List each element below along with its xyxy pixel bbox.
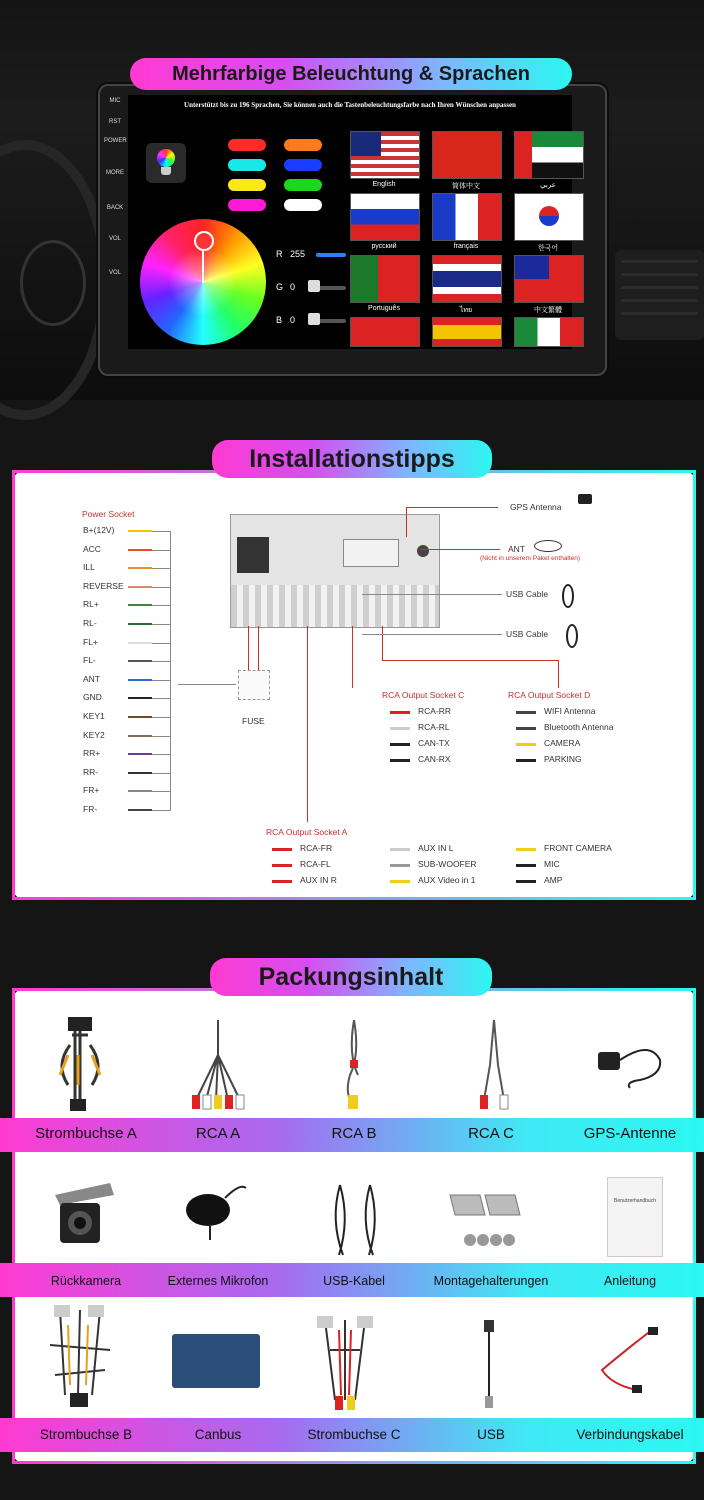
power-pin-wire [128, 604, 152, 606]
head-unit-screen [128, 95, 572, 349]
power-pin-label: GND [83, 692, 102, 703]
socket-item: AUX Video in 1 [418, 875, 476, 885]
language-label: 中文繁體 [534, 307, 562, 314]
power-pin-wire [128, 567, 152, 569]
power-pin-wire [128, 716, 152, 718]
fuse-label: FUSE [242, 716, 265, 726]
side-button-4[interactable]: BACK [106, 205, 124, 211]
socket-plug [516, 880, 536, 883]
power-pin-label: REVERSE [83, 580, 124, 591]
socket-plug [390, 880, 410, 883]
socket-item: PARKING [544, 754, 582, 764]
power-pin-wire [128, 753, 152, 755]
socket-item: AMP [544, 875, 563, 885]
power-pin-label: RL- [83, 618, 97, 628]
socket-item: AUX IN R [300, 875, 337, 885]
speedometer [20, 240, 86, 326]
power-pin-label: RR+ [83, 748, 101, 759]
language-flag[interactable] [432, 193, 502, 241]
socket-plug [272, 880, 292, 883]
power-pin-wire [128, 549, 152, 551]
socket-plug [390, 743, 410, 746]
socket-plug [516, 711, 536, 714]
side-button-0[interactable]: MIC [109, 98, 121, 104]
side-button-2[interactable]: POWER [104, 138, 127, 144]
rgb-slider-knob[interactable] [308, 313, 320, 325]
power-pin-wire [128, 586, 152, 588]
language-label: русский [371, 243, 397, 250]
pin-bracket [170, 531, 171, 811]
rca-c-image [470, 1015, 520, 1110]
socket-plug [272, 864, 292, 867]
power-pin-wire [128, 660, 152, 662]
socket-plug [390, 711, 410, 714]
language-label: 简体中文 [452, 183, 480, 190]
power-pin-label: ILL [83, 562, 95, 573]
air-vent [615, 250, 704, 340]
language-label: Português [368, 305, 400, 312]
color-swatch[interactable] [284, 159, 322, 171]
montagehalterungen-image [445, 1185, 525, 1255]
rueckkamera-image [50, 1175, 120, 1255]
rgb-value: 0 [290, 282, 296, 292]
socket-item: RCA-FR [300, 843, 333, 853]
rgb-slider-knob[interactable] [308, 280, 320, 292]
rgb-label: G [276, 282, 284, 292]
side-button-5[interactable]: VOL [108, 236, 121, 242]
verbindungskabel-image [592, 1325, 662, 1395]
section3-title: Packungsinhalt [210, 958, 492, 996]
language-flag[interactable] [514, 255, 584, 303]
rca-b-image [330, 1015, 380, 1110]
socket-a-title: RCA Output Socket A [266, 827, 348, 837]
rgb-slider[interactable] [316, 319, 346, 323]
power-pin-label: KEY1 [83, 711, 105, 721]
color-swatch[interactable] [284, 199, 322, 211]
socket-plug [516, 848, 536, 851]
power-pin-wire [128, 697, 152, 699]
package-label-row2: USB-Kabel [323, 1274, 385, 1288]
socket-item: RCA-FL [300, 859, 331, 869]
usb-image [478, 1318, 502, 1410]
language-flag[interactable] [432, 131, 502, 179]
side-button-6[interactable]: VOL [108, 270, 121, 276]
socket-item: CAN-RX [418, 754, 451, 764]
language-label: français [453, 243, 479, 250]
canbus-image [172, 1334, 260, 1388]
language-flag[interactable] [432, 317, 502, 347]
socket-plug [390, 727, 410, 730]
package-label-row1: Strombuchse A [35, 1125, 137, 1142]
strombuchse-a-image [50, 1015, 110, 1115]
power-socket-title: Power Socket [82, 509, 135, 519]
language-flag[interactable] [514, 317, 584, 347]
power-pin-label: FR- [83, 804, 98, 814]
socket-item: RCA-RL [418, 722, 450, 732]
language-label: عربي [540, 182, 556, 189]
power-pin-wire [128, 790, 152, 792]
fuse-box [238, 670, 270, 700]
power-pin-label: RL+ [83, 599, 99, 610]
color-swatch[interactable] [284, 139, 322, 151]
package-label-row2: Montagehalterungen [433, 1274, 549, 1288]
socket-plug [516, 759, 536, 762]
language-flag[interactable] [514, 193, 584, 241]
color-swatch[interactable] [228, 179, 266, 191]
socket-item: SUB-WOOFER [418, 859, 477, 869]
socket-item: CAMERA [544, 738, 581, 748]
power-pin-label: KEY2 [83, 729, 105, 740]
language-flag[interactable] [350, 317, 420, 347]
socket-item: Bluetooth Antenna [544, 722, 614, 732]
usb-cable-label-2: USB Cable [506, 629, 549, 639]
language-flag[interactable] [350, 255, 420, 303]
power-pin-wire [128, 809, 152, 811]
package-label-row3: Verbindungskabel [576, 1427, 684, 1442]
color-swatch[interactable] [228, 139, 266, 151]
socket-plug [516, 743, 536, 746]
rca-a-image [188, 1015, 252, 1110]
screen-banner: Unterstützt bis zu 196 Sprachen, Sie können auch die Tastenbeleuchtungsfarbe nach Ihren Wünschen anpassen [184, 101, 516, 109]
power-pin-label: FR+ [83, 785, 100, 796]
strombuchse-b-image [40, 1305, 120, 1410]
package-label-row2: Externes Mikrofon [167, 1274, 269, 1288]
language-flag[interactable] [514, 131, 584, 179]
language-label: English [372, 181, 396, 188]
package-label-row3: Strombuchse B [39, 1427, 133, 1442]
power-pin-label: ANT [83, 673, 100, 684]
power-pin-wire [128, 772, 152, 774]
manual-title: Benutzerhandbuch [614, 1198, 656, 1204]
anleitung-image [607, 1177, 663, 1257]
color-wheel[interactable] [140, 219, 266, 345]
package-label-row2: Rückkamera [50, 1274, 122, 1288]
color-swatch[interactable] [284, 179, 322, 191]
socket-item: CAN-TX [418, 738, 450, 748]
language-label: 한국어 [537, 245, 559, 252]
usb-cable-icon-1 [562, 584, 574, 608]
rgb-label: R [276, 249, 283, 259]
socket-d-title: RCA Output Socket D [508, 690, 591, 700]
language-flag[interactable] [432, 255, 502, 303]
package-label-row3: USB [477, 1427, 505, 1442]
package-label-row1: RCA B [331, 1125, 377, 1142]
pin-bracket-line [178, 684, 236, 685]
strombuchse-c-image [305, 1310, 385, 1415]
ant-cable-icon [534, 540, 562, 552]
language-flag[interactable] [350, 193, 420, 241]
ant-label: ANT [508, 544, 525, 554]
gps-antenna-label: GPS Antenna [510, 502, 562, 512]
power-pin-wire [128, 623, 152, 625]
power-pin-label: RR- [83, 766, 99, 777]
socket-plug [516, 864, 536, 867]
usb-cable-icon-2 [566, 624, 578, 648]
socket-item: AUX IN L [418, 843, 454, 853]
rgb-slider[interactable] [316, 286, 346, 290]
socket-plug [390, 848, 410, 851]
socket-plug [272, 848, 292, 851]
color-wheel-handle[interactable] [194, 231, 214, 251]
rgb-label: B [276, 315, 283, 325]
side-button-1[interactable]: RST [109, 119, 121, 125]
socket-item: RCA-RR [418, 706, 452, 716]
power-pin-label: FL+ [83, 636, 98, 647]
package-label-row3: Canbus [194, 1427, 242, 1442]
gps-antenna-icon [578, 494, 592, 504]
usb-kabel-image [325, 1180, 385, 1260]
power-pin-label: ACC [83, 543, 101, 554]
package-label-row2: Anleitung [603, 1274, 657, 1288]
color-swatch[interactable] [228, 199, 266, 211]
usb-cable-label-1: USB Cable [506, 589, 549, 599]
rgb-value: 0 [290, 315, 296, 325]
socket-plug [516, 727, 536, 730]
socket-c-title: RCA Output Socket C [382, 690, 465, 700]
power-pin-wire [128, 679, 152, 681]
power-pin-label: FL- [83, 655, 96, 666]
bulb-icon[interactable] [146, 143, 186, 183]
device-back-chassis [230, 514, 440, 628]
color-swatch[interactable] [228, 159, 266, 171]
socket-plug [390, 759, 410, 762]
gps-antenna-image [590, 1030, 670, 1090]
power-pin-wire [128, 530, 152, 532]
side-button-3[interactable]: MORE [106, 170, 124, 176]
language-label: ไทย [459, 307, 473, 314]
section1-title: Mehrfarbige Beleuchtung & Sprachen [130, 58, 572, 90]
mikrofon-image [180, 1178, 250, 1248]
package-label-row1: GPS-Antenne [583, 1125, 677, 1142]
rgb-slider[interactable] [316, 253, 346, 257]
package-label-row1: RCA A [195, 1125, 241, 1142]
socket-item: MIC [544, 859, 560, 869]
socket-item: FRONT CAMERA [544, 843, 612, 853]
power-pin-label: B+(12V) [83, 525, 115, 535]
socket-plug [390, 864, 410, 867]
language-flag[interactable] [350, 131, 420, 179]
power-pin-wire [128, 642, 152, 644]
power-pin-wire [128, 735, 152, 737]
rgb-value: 255 [290, 249, 306, 259]
section2-title: Installationstipps [212, 440, 492, 478]
ant-note: (Nicht in unserem Paket enthalten) [480, 555, 581, 562]
package-label-row1: RCA C [468, 1125, 514, 1142]
socket-item: WIFI Antenna [544, 706, 596, 716]
package-label-row3: Strombuchse C [307, 1427, 401, 1442]
